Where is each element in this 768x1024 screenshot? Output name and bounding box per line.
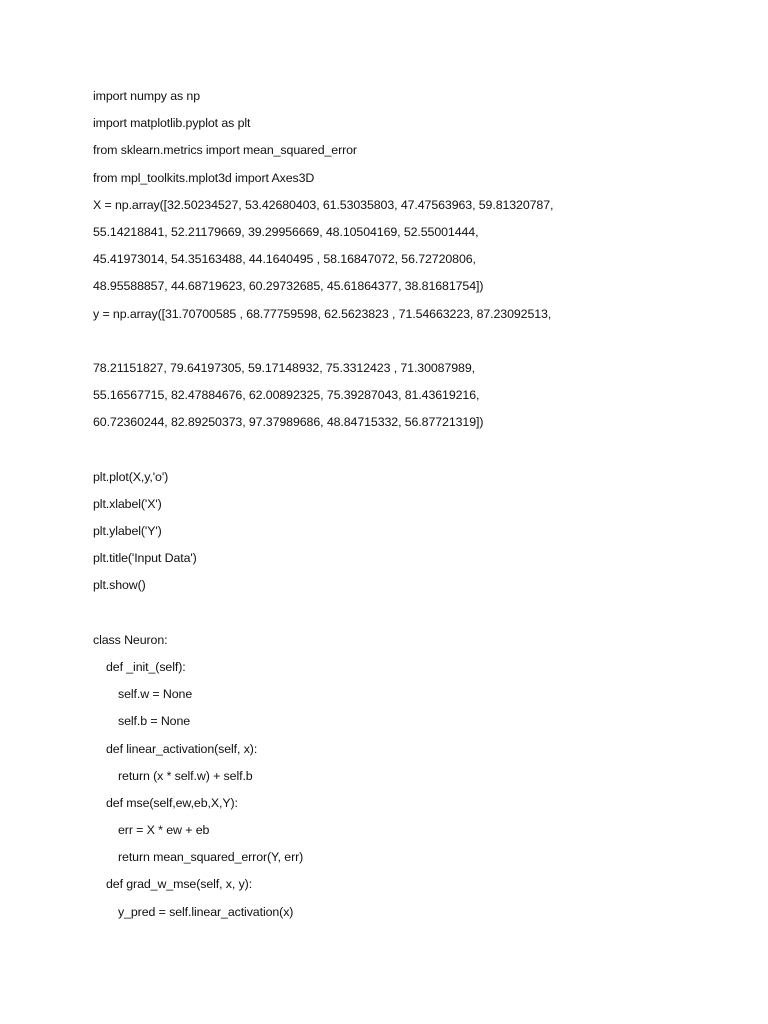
- code-line-15: plt.ylabel('Y'): [93, 524, 162, 538]
- code-block: [93, 86, 733, 929]
- code-line-11: 55.16567715, 82.47884676, 62.00892325, 75.39287043, 81.43619216,: [93, 388, 480, 403]
- code-line-24: def mse(self,ew,eb,X,Y):: [106, 795, 238, 810]
- code-line-22: def linear_activation(self, x):: [106, 741, 258, 756]
- code-line-8: 48.95588857, 44.68719623, 60.29732685, 45.61864377, 38.81681754]): [93, 279, 484, 294]
- code-line-27: def grad_w_mse(self, x, y):: [106, 877, 253, 892]
- blank-line-3: [93, 603, 733, 630]
- code-line-19: def _init_(self):: [106, 659, 186, 674]
- code-line-13: plt.plot(X,y,'o'): [93, 469, 169, 484]
- code-line-26: return mean_squared_error(Y, err): [118, 850, 304, 865]
- code-line-10: 78.21151827, 79.64197305, 59.17148932, 75.3312423 , 71.30087989,: [93, 360, 475, 375]
- code-line-12: 60.72360244, 82.89250373, 97.37989686, 48.84715332, 56.87721319]): [93, 415, 484, 430]
- code-line-4: from mpl_toolkits.mplot3d import Axes3D: [93, 170, 315, 185]
- code-line-2: import matplotlib.pyplot as plt: [93, 116, 251, 131]
- code-line-17: plt.show(): [93, 578, 146, 593]
- code-line-20: self.w = None: [118, 687, 193, 702]
- code-line-1: import numpy as np: [93, 89, 201, 103]
- code-line-23: return (x * self.w) + self.b: [118, 768, 253, 783]
- code-line-28: y_pred = self.linear_activation(x): [118, 904, 294, 919]
- code-line-6: 55.14218841, 52.21179669, 39.29956669, 48.10504169, 52.55001444,: [93, 224, 479, 239]
- blank-line-1: [93, 331, 733, 358]
- code-line-16: plt.title('Input Data'): [93, 551, 197, 566]
- blank-line-2: [93, 439, 733, 466]
- code-line-21: self.b = None: [118, 714, 191, 729]
- code-line-14: plt.xlabel('X'): [93, 496, 162, 511]
- code-line-5: X = np.array([32.50234527, 53.42680403, 61.53035803, 47.47563963, 59.81320787,: [93, 197, 554, 212]
- code-line-9: y = np.array([31.70700585 , 68.77759598, 62.5623823 , 71.54663223, 87.23092513,: [93, 306, 552, 321]
- code-line-7: 45.41973014, 54.35163488, 44.1640495 , 58.16847072, 56.72720806,: [93, 252, 476, 267]
- code-line-3: from sklearn.metrics import mean_squared_error: [93, 143, 357, 158]
- code-line-18: class Neuron:: [93, 632, 168, 647]
- code-line-25: err = X * ew + eb: [118, 823, 210, 838]
